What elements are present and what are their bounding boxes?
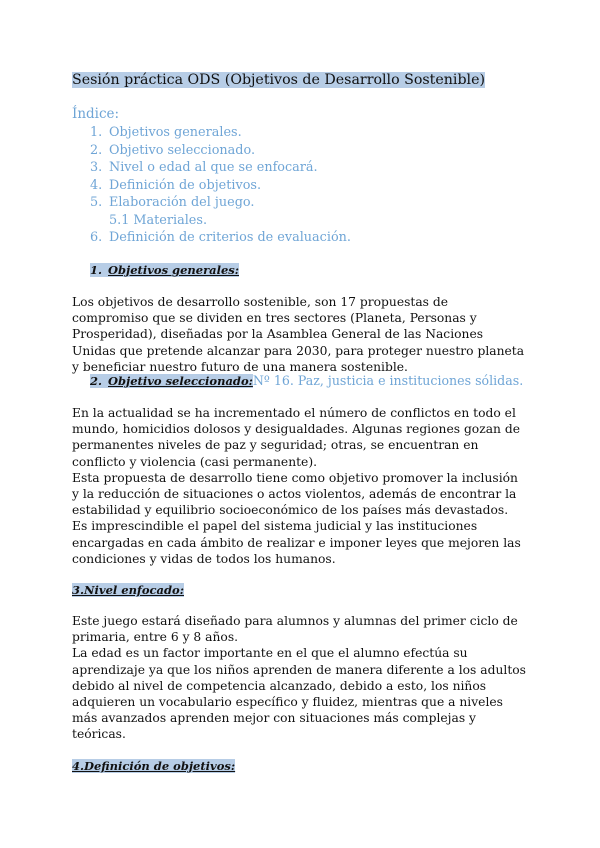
document-title-text: Sesión práctica ODS (Objetivos de Desarrollo Sostenible) (72, 72, 486, 88)
selected-objective: Nº 16. Paz, justicia e instituciones sólidas. (252, 373, 524, 388)
toc-item: 3. Nivel o edad al que se enfocará. (90, 160, 318, 175)
paragraph: Los objetivos de desarrollo sostenible, son 17 propuestas de compromiso que se dividen en tres sectores (Planeta, Personas y Prosperidad), diseñadas por la Asamblea General de las Naciones Unidas que pretende alcanzar para 2030, para proteger nuestro planeta y beneficiar nuestro futuro de una manera sostenible. (72, 295, 525, 374)
paragraph: Este juego estará diseñado para alumnos y alumnas del primer ciclo de primaria, entre 6 y 8 años. (72, 614, 518, 645)
toc-item: 6. Definición de criterios de evaluación. (90, 230, 351, 245)
section-3-heading: 3.Nivel enfocado: (72, 583, 184, 597)
section-4-heading: 4.Definición de objetivos: (72, 759, 236, 773)
paragraph: Esta propuesta de desarrollo tiene como objetivo promover la inclusión y la reducción de situaciones o actos violentos, además de encontrar la estabilidad y equilibrio socioeconómico de los países más devastados. (72, 470, 518, 518)
table-of-contents (90, 124, 351, 247)
toc-item: 4. Definición de objetivos. (90, 177, 262, 193)
toc-heading: Índice: (72, 106, 120, 122)
toc-item: 2. Objetivo seleccionado. (90, 142, 256, 158)
paragraph: Es imprescindible el papel del sistema judicial y las instituciones encargadas en cada ámbito de realizar e imponer leyes que mejoren las condiciones y vidas de todos los humanos. (72, 519, 521, 566)
toc-subitem: 5.1 Materiales. (109, 212, 208, 228)
document-title (72, 71, 485, 89)
toc-item: 5. Elaboración del juego. (90, 195, 255, 210)
section-2-body (72, 405, 528, 567)
paragraph: En la actualidad se ha incrementado el número de conflictos en todo el mundo, homicidios dolosos y desigualdades. Algunas regiones gozan de permanentes niveles de paz y seguridad; otras, se encuentran en conflicto y violencia (casi permanente). (72, 406, 521, 469)
toc-item: 1. Objetivos generales. (90, 125, 242, 140)
section-2-heading: 2. Objetivo seleccionado:Nº 16. Paz, justicia e instituciones sólidas. (90, 373, 524, 388)
paragraph: La edad es un factor importante en el que el alumno efectúa su aprendizaje ya que los niños aprenden de manera diferente a los adultos debido al nivel de competencia alcanzado, debido a esto, los niños adquieren un vocabulario específico y fluidez, mientras que a niveles más avanzados aprenden mejor con situaciones más complejas y teóricas. (72, 646, 526, 742)
section-3-body (72, 613, 528, 743)
section-1-body (72, 294, 528, 375)
section-1-heading: 1. Objetivos generales: (90, 263, 239, 277)
